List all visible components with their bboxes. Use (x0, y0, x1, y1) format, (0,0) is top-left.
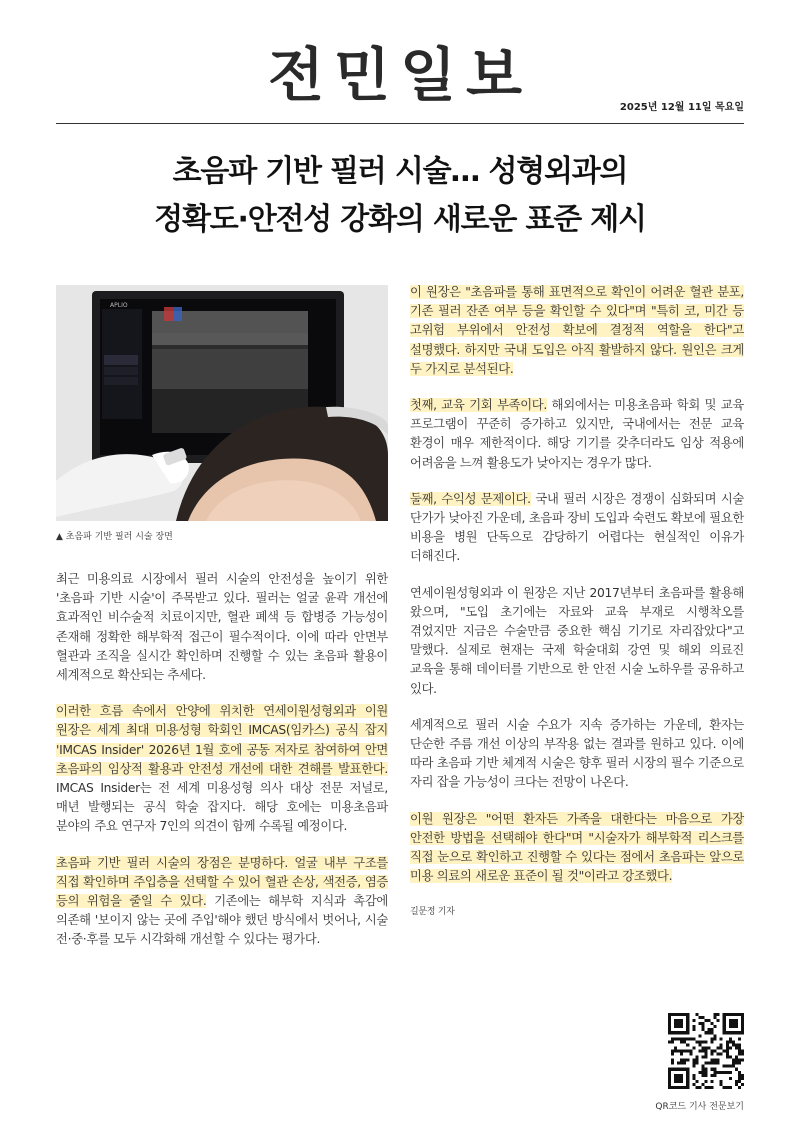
ultrasound-procedure-illustration (56, 285, 388, 521)
paragraph-reason-one (410, 396, 744, 473)
newspaper-masthead: 전민일보 (267, 41, 533, 109)
article-headline (40, 148, 760, 244)
paragraph-history: 연세이원성형외과 이 원장은 지난 2017년부터 초음파를 활용해 왔으며, "도입 초기에는 자료와 교육 부재로 시행착오를 겪었지만 지금은 수술만큼 중요한 핵심 기기로 자리잡았다"고 말했다. 실제로 현재는 국제 학술대회 강연 및 해외 의료진 교육을 통해 데이터를 기반으로 한 안전 시술 노하우를 공유하고 있다. (410, 585, 744, 696)
highlighted-text: 초음파 기반 필러 시술의 장점은 분명하다. 얼굴 내부 구조를 직접 확인하며 주입층을 선택할 수 있어 혈관 손상, 색전증, 염증 등의 위험을 줄일 수 있다. (56, 855, 388, 909)
paragraph-text: 국내 필러 시장은 경쟁이 심화되며 시술 단가가 낮아진 가운데, 초음파 장비 도입과 숙련도 확보에 필요한 비용을 병원 단독으로 감당하기 어렵다는 현실적인 이유가 더해진다. (410, 491, 744, 564)
qr-code-icon[interactable] (668, 1013, 744, 1089)
headline-line-1: 초음파 기반 필러 시술… 성형외과의 (172, 154, 628, 189)
qr-code-graphic (668, 1013, 744, 1089)
article-photo (56, 285, 388, 521)
paragraph-closing-quote (410, 810, 744, 887)
monitor-brand-label: APLIO (110, 302, 128, 309)
paragraph-text: 기존에는 해부학 지식과 촉감에 의존해 '보이지 않는 곳에 주입'해야 했던 방식에서 벗어나, 시술 전·중·후를 모두 시각화해 개선할 수 있다는 평가다. (56, 894, 388, 947)
highlighted-text: 이원 원장은 "어떤 환자든 가족을 대한다는 마음으로 가장 안전한 방법을 선택해야 한다"며 "시술자가 해부학적 리스크를 직접 눈으로 확인하고 진행할 수 있다는 점에서 초음파는 앞으로 미용 의료의 새로운 표준이 될 것"이라고 강조했다. (410, 811, 744, 884)
highlighted-text: 둘째, 수익성 문제이다. (410, 491, 531, 506)
paragraph-imcas (56, 702, 388, 836)
article-left-column (56, 570, 388, 967)
paragraph-text: 해외에서는 미용초음파 학회 및 교육 프로그램이 꾸준히 증가하고 있지만, 국내에서는 전문 교육 환경이 매우 제한적이다. 해당 기기를 갖추더라도 임상 적용에 어려움을 느껴 활용도가 낮아지는 경우가 많다. (410, 398, 744, 470)
paragraph-advantages (56, 854, 388, 950)
header-divider (56, 123, 744, 124)
qr-code-label: QR코드 기사 전문보기 (655, 1102, 744, 1112)
paragraph-outlook: 세계적으로 필러 시술 수요가 지속 증가하는 가운데, 환자는 단순한 주름 개선 이상의 부작용 없는 결과를 원하고 있다. 이에 따라 초음파 기반 체계적 시술은 향후 필러 시장의 필수 기준으로 자리 잡을 가능성이 크다는 전망이 나온다. (410, 717, 744, 790)
paragraph-reason-two (410, 490, 744, 567)
article-right-column (410, 283, 744, 923)
photo-caption: ▲ 초음파 기반 필러 시술 장면 (56, 532, 173, 542)
paragraph-intro: 최근 미용의료 시장에서 필러 시술의 안전성을 높이기 위한 '초음파 기반 시술'이 주목받고 있다. 필러는 얼굴 윤곽 개선에 효과적인 비수술적 치료이지만, 혈관 폐색 등 합병증 가능성이 존재해 정확한 해부학적 접근이 필수적이다. 이에 따라 안면부 혈관과 조직을 실시간 확인하며 진행할 수 있는 초음파 활용이 세계적으로 확산되는 추세다. (56, 572, 388, 683)
highlighted-text: 이러한 흐름 속에서 안양에 위치한 연세이원성형외과 이원 원장은 세계 최대 미용성형 학회인 IMCAS(임카스) 공식 잡지 'IMCAS Insider' 2026년 1월 호에 공동 저자로 참여하여 안면 초음파의 임상적 활용과 안전성 개선에 대한 견해를 발표한다. (56, 704, 388, 776)
highlighted-text: 첫째, 교육 기회 부족이다. (410, 398, 547, 413)
issue-date: 2025년 12월 11일 목요일 (619, 102, 744, 113)
paragraph-text: IMCAS Insider는 전 세계 미용성형 의사 대상 전문 저널로, 매년 발행되는 공식 학술 잡지다. 해당 호에는 미용초음파 분야의 주요 연구자 7인의 의견이 함께 수록될 예정이다. (56, 781, 388, 834)
headline-line-2: 정확도·안전성 강화의 새로운 표준 제시 (154, 202, 646, 237)
highlighted-text: 이 원장은 "초음파를 통해 표면적으로 확인이 어려운 혈관 분포, 기존 필러 잔존 여부 등을 확인할 수 있다"며 "특히 코, 미간 등 고위험 부위에서 안전성 확보에 결정적 역할을 한다"고 설명했다. 하지만 국내 도입은 아직 활발하지 않다. 원인은 크게 두 가지로 분석된다. (410, 285, 744, 376)
paragraph-quote (410, 283, 744, 379)
reporter-byline: 길문정 기자 (410, 907, 455, 918)
